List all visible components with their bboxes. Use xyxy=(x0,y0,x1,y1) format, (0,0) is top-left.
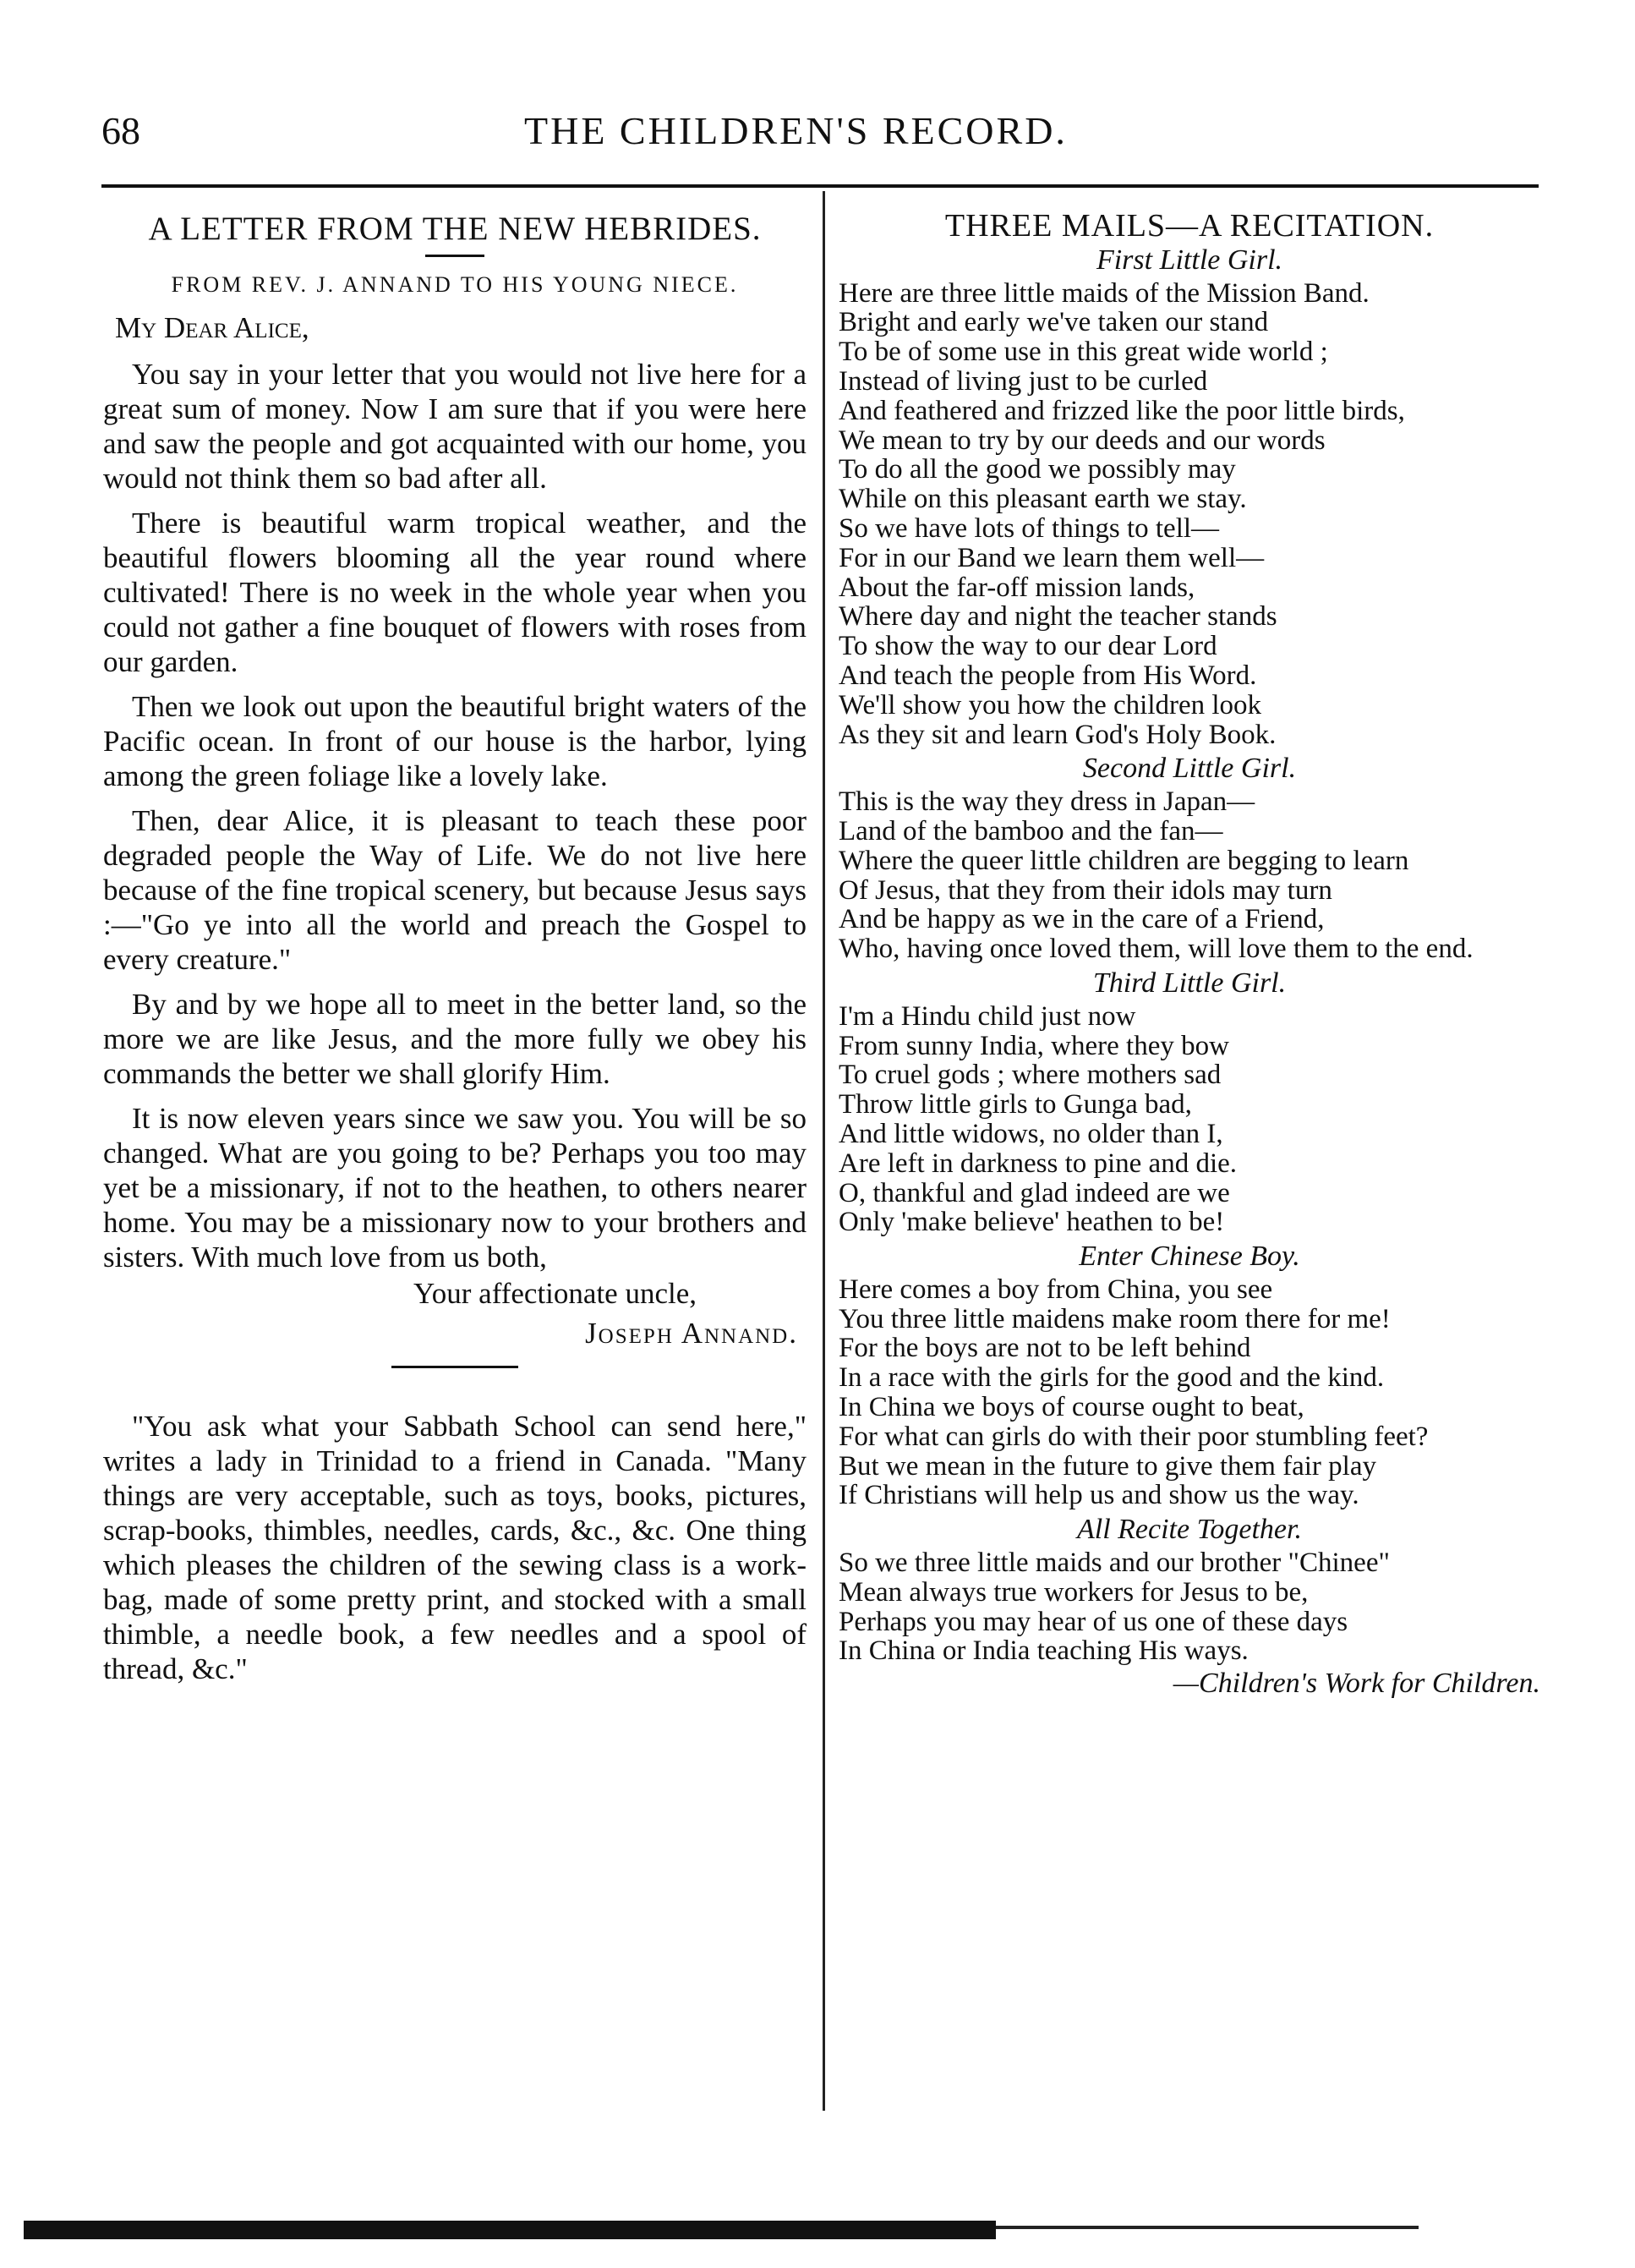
letter-paragraph: You say in your letter that you would not live here for a great sum of money. Now I am sure that if you were here and saw the people and got acquainted with our home, you would not think them so bad after all. xyxy=(103,358,807,495)
poem-line: I'm a Hindu child just now xyxy=(839,1000,1136,1032)
page-bottom-bar xyxy=(24,2221,996,2239)
article-byline: FROM REV. J. ANNAND TO HIS YOUNG NIECE. xyxy=(171,272,739,297)
poem-line: O, thankful and glad indeed are we xyxy=(839,1177,1230,1208)
poem-line: Of Jesus, that they from their idols may turn xyxy=(839,874,1332,906)
poem-line: Perhaps you may hear of us one of these days xyxy=(839,1606,1348,1637)
poem-line: To do all the good we possibly may xyxy=(839,454,1236,485)
column-divider xyxy=(823,191,825,2111)
poem-line: Throw little girls to Gunga bad, xyxy=(839,1089,1192,1120)
poem-line: Instead of living just to be curled xyxy=(839,365,1208,397)
poem-line: And feathered and frizzed like the poor little birds, xyxy=(839,395,1405,426)
poem-line: In China we boys of course ought to beat, xyxy=(839,1392,1304,1423)
letter-paragraph: Then we look out upon the beautiful bright waters of the Pacific ocean. In front of our house is the harbor, lying among the green foliage like a lovely lake. xyxy=(103,690,807,792)
right-column xyxy=(839,208,1540,1700)
poem-line: If Christians will help us and show us the way. xyxy=(839,1480,1359,1511)
letter-closing: Your affectionate uncle, xyxy=(413,1277,697,1310)
poem-line: And be happy as we in the care of a Friend, xyxy=(839,904,1325,935)
speaker-heading: First Little Girl. xyxy=(1096,244,1283,276)
poem-line: For what can girls do with their poor stumbling feet? xyxy=(839,1421,1429,1452)
poem-title: THREE MAILS—A RECITATION. xyxy=(944,208,1435,244)
poem-line: In China or India teaching His ways. xyxy=(839,1635,1249,1667)
poem-line: So we have lots of things to tell— xyxy=(839,512,1220,544)
poem-line: For the boys are not to be left behind xyxy=(839,1333,1251,1364)
poem-line: We'll show you how the children look xyxy=(839,689,1262,720)
poem-line: Land of the bamboo and the fan— xyxy=(839,815,1223,846)
letter-paragraph: Then, dear Alice, it is pleasant to teach these poor degraded people the Way of Life. We do not live here because of the fine tropical scenery, but because Jesus says :—"Go ye into all the world and preach the Gospel to every creature." xyxy=(103,804,807,976)
letter-paragraph: By and by we hope all to meet in the better land, so the more we are like Jesus, and the more fully we obey his commands the better we shall glorify Him. xyxy=(103,988,807,1090)
poem-line: While on this pleasant earth we stay. xyxy=(839,484,1247,515)
poem-attribution: —Children's Work for Children. xyxy=(1173,1668,1540,1700)
poem-line: In a race with the girls for the good and the kind. xyxy=(839,1362,1385,1394)
poem-line: About the far-off mission lands, xyxy=(839,572,1195,603)
poem-line: And little widows, no older than I, xyxy=(839,1118,1223,1149)
trinidad-quote: "You ask what your Sabbath School can send here," writes a lady in Trinidad to a friend in Canada. "Many things are very acceptable, such as toys, books, pictures, scrap-books, thimbles, needles, cards, &c., &c. One thing which pleases the children of the sewing class is a work-bag, made of some pretty print, and stocked with a small thimble, a needle book, a few needles and a spool of thread, &c." xyxy=(103,1410,807,1685)
speaker-heading: Third Little Girl. xyxy=(1092,967,1287,999)
page-bottom-rule xyxy=(996,2226,1419,2229)
header-rule xyxy=(101,184,1539,188)
poem-line: This is the way they dress in Japan— xyxy=(839,786,1255,818)
section-rule xyxy=(391,1366,518,1368)
poem-line: Here comes a boy from China, you see xyxy=(839,1274,1273,1305)
left-column xyxy=(103,211,807,1696)
title-rule xyxy=(425,255,484,257)
poem-line: Bright and early we've taken our stand xyxy=(839,307,1269,338)
speaker-heading: All Recite Together. xyxy=(1077,1514,1302,1546)
letter-salutation: My Dear Alice, xyxy=(115,311,309,344)
poem-line: Where the queer little children are begging to learn xyxy=(839,845,1409,876)
speaker-heading: Enter Chinese Boy. xyxy=(1079,1241,1300,1273)
poem-line: We mean to try by our deeds and our words xyxy=(839,425,1326,456)
poem-line: And teach the people from His Word. xyxy=(839,660,1257,691)
poem-line: You three little maidens make room there for me! xyxy=(839,1303,1391,1334)
poem-line: Here are three little maids of the Mission Band. xyxy=(839,277,1370,309)
poem-line: As they sit and learn God's Holy Book. xyxy=(839,719,1277,750)
poem-line: Mean always true workers for Jesus to be, xyxy=(839,1576,1309,1608)
letter-paragraph: There is beautiful warm tropical weather, and the beautiful flowers blooming all the year round where cultivated! There is no week in the whole year when you could not gather a fine bouquet of flowers with roses from our garden. xyxy=(103,507,807,678)
article-title: A LETTER FROM THE NEW HEBRIDES. xyxy=(148,211,762,247)
poem-line: For in our Band we learn them well— xyxy=(839,542,1265,573)
letter-signature: Joseph Annand. xyxy=(585,1317,798,1350)
poem-line: Who, having once loved them, will love them to the end. xyxy=(839,934,1474,965)
poem-line: So we three little maids and our brother "Chinee" xyxy=(839,1548,1390,1579)
poem-line: To cruel gods ; where mothers sad xyxy=(839,1060,1222,1091)
poem-line: To show the way to our dear Lord xyxy=(839,631,1217,662)
poem-line: Only 'make believe' heathen to be! xyxy=(839,1207,1225,1238)
running-head: THE CHILDREN'S RECORD. xyxy=(524,109,1068,152)
page-number: 68 xyxy=(101,109,140,152)
letter-paragraph: It is now eleven years since we saw you. You will be so changed. What are you going to be? Perhaps you too may yet be a missionary, if not to the heathen, to others nearer home. You may be a missionary now to your brothers and sisters. With much love from us both, xyxy=(103,1102,807,1274)
poem-line: To be of some use in this great wide world ; xyxy=(839,337,1328,368)
poem-line: Where day and night the teacher stands xyxy=(839,601,1277,633)
poem-line: But we mean in the future to give them fair play xyxy=(839,1450,1376,1482)
speaker-heading: Second Little Girl. xyxy=(1082,753,1297,785)
poem-line: Are left in darkness to pine and die. xyxy=(839,1148,1238,1179)
poem-line: From sunny India, where they bow xyxy=(839,1030,1229,1061)
